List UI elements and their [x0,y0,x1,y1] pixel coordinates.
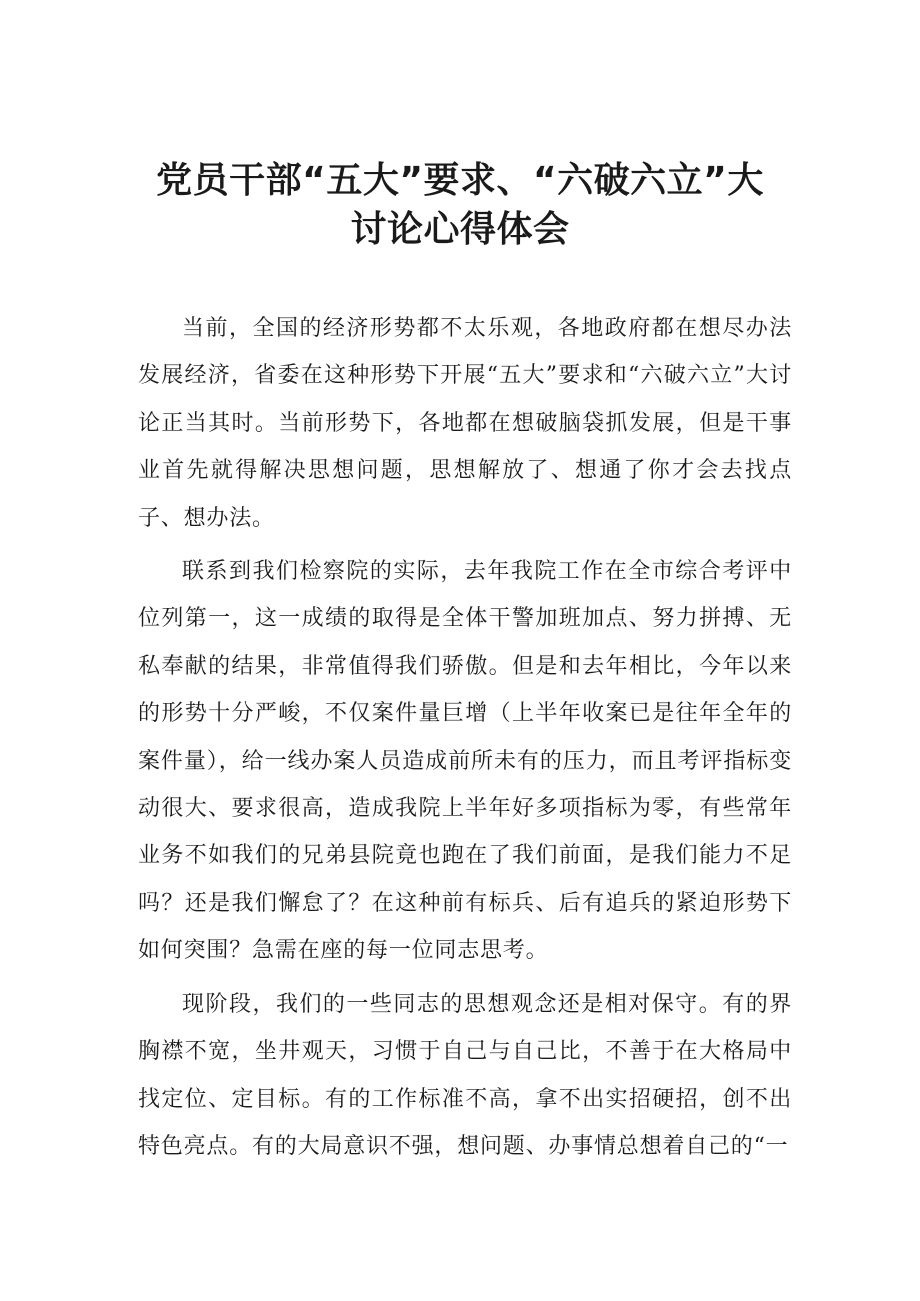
paragraph: 现阶段，我们的一些同志的思想观念还是相对保守。有的界胸襟不宽，坐井观天，习惯于自己与自己比，不善于在大格局中找定位、定目标。有的工作标准不高，拿不出实招硬招，创不出特色亮点。有的大局意识不强，想问题、办事情总想着自己的“一 [138,991,792,1159]
title-line-1: 党员干部“五大”要求、“六破六立”大 [156,160,764,201]
paragraph: 当前，全国的经济形势都不太乐观，各地政府都在想尽办法发展经济，省委在这种形势下开展“五大”要求和“六破六立”大讨论正当其时。当前形势下，各地都在想破脑袋抓发展，但是干事业首先就得解决思想问题，思想解放了、想通了你才会去找点子、想办法。 [138,316,792,531]
document-body [138,305,792,1170]
document-title [130,156,790,254]
paragraph: 联系到我们检察院的实际，去年我院工作在全市综合考评中位列第一，这一成绩的取得是全体干警加班加点、努力拼搏、无私奉献的结果，非常值得我们骄傲。但是和去年相比，今年以来的形势十分严峻，不仅案件量巨增（上半年收案已是往年全年的案件量），给一线办案人员造成前所未有的压力，而且考评指标变动很大、要求很高，造成我院上半年好多项指标为零，有些常年业务不如我们的兄弟县院竟也跑在了我们前面，是我们能力不足吗？还是我们懈怠了？在这种前有标兵、后有追兵的紧迫形势下如何突围？急需在座的每一位同志思考。 [138,559,792,964]
title-line-2: 讨论心得体会 [350,209,570,250]
